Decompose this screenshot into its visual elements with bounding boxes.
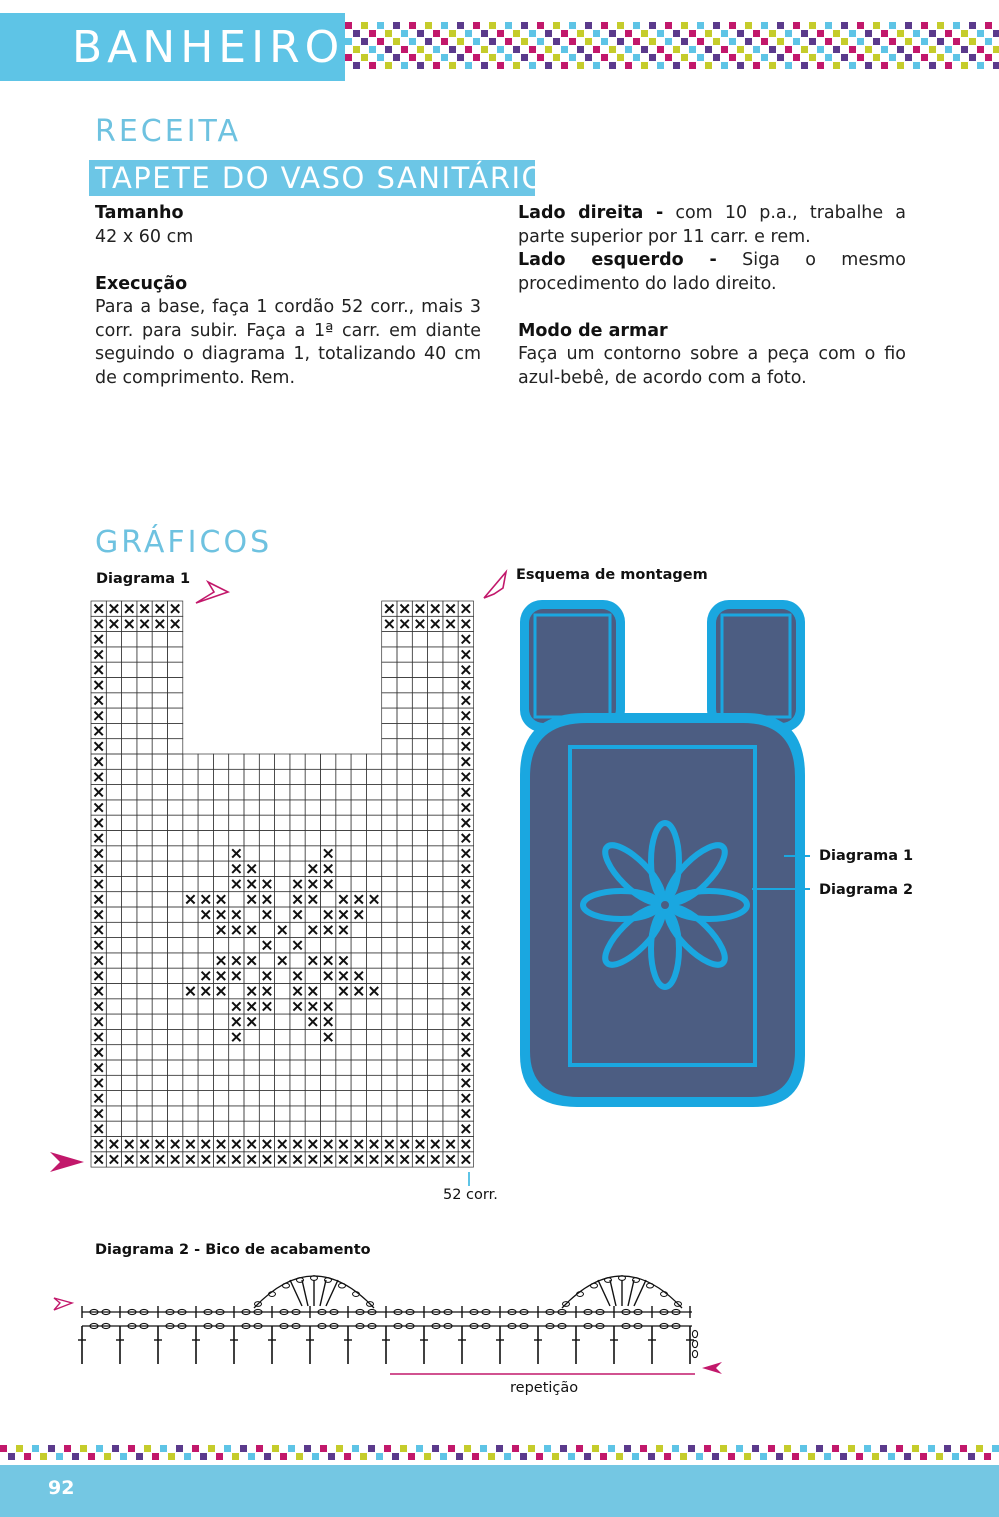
checker-square xyxy=(560,1445,567,1452)
checker-square xyxy=(224,1445,231,1452)
checker-square xyxy=(392,1453,399,1460)
diagram2-repeat-label: repetição xyxy=(510,1380,579,1396)
checker-square xyxy=(8,1453,15,1460)
checker-square xyxy=(120,1453,127,1460)
checker-square xyxy=(672,1445,679,1452)
checker-square xyxy=(800,1445,807,1452)
size-heading: Tamanho xyxy=(95,203,184,223)
checker-square xyxy=(576,1445,583,1452)
checker-square xyxy=(72,1453,79,1460)
section-heading-graficos: GRÁFICOS xyxy=(95,525,273,560)
callout-diagram2: Diagrama 2 xyxy=(819,882,914,898)
checker-square xyxy=(232,1453,239,1460)
checker-square xyxy=(256,1445,263,1452)
checker-square xyxy=(80,1445,87,1452)
checker-square xyxy=(872,1453,879,1460)
checker-square xyxy=(664,1453,671,1460)
checker-square xyxy=(144,1445,151,1452)
checker-square xyxy=(976,1445,983,1452)
checker-square xyxy=(384,1445,391,1452)
checker-square xyxy=(616,1453,623,1460)
checker-square xyxy=(888,1453,895,1460)
chain-stitch-icon xyxy=(692,1340,697,1347)
fan-stitch xyxy=(290,1280,302,1306)
checker-square xyxy=(952,1453,959,1460)
checker-square xyxy=(880,1445,887,1452)
checker-square xyxy=(824,1453,831,1460)
checker-square xyxy=(520,1453,527,1460)
checker-square xyxy=(688,1445,695,1452)
fan-stitch xyxy=(628,1280,634,1306)
assembly-scheme-label: Esquema de montagem xyxy=(516,567,708,583)
checker-square xyxy=(720,1445,727,1452)
checker-square xyxy=(312,1453,319,1460)
checker-square xyxy=(376,1453,383,1460)
checker-square xyxy=(808,1453,815,1460)
checker-square xyxy=(240,1445,247,1452)
checker-square xyxy=(792,1453,799,1460)
checker-square xyxy=(840,1453,847,1460)
checker-square xyxy=(344,1453,351,1460)
checker-square xyxy=(640,1445,647,1452)
left-side-heading: Lado esquerdo - xyxy=(518,250,717,270)
chain-stitch-icon xyxy=(692,1330,697,1337)
checker-square xyxy=(184,1453,191,1460)
checker-square xyxy=(936,1453,943,1460)
checker-square xyxy=(112,1445,119,1452)
size-value: 42 x 60 cm xyxy=(95,226,194,247)
checker-square xyxy=(768,1445,775,1452)
checker-square xyxy=(424,1453,431,1460)
end-arrow-icon xyxy=(702,1362,722,1374)
chain-stitch-icon xyxy=(283,1283,290,1288)
checker-square xyxy=(96,1445,103,1452)
checker-square xyxy=(464,1445,471,1452)
checker-square xyxy=(728,1453,735,1460)
checker-square xyxy=(760,1453,767,1460)
checker-square xyxy=(944,1445,951,1452)
assembly-heading: Modo de armar xyxy=(518,320,668,341)
chain-stitch-icon xyxy=(692,1350,697,1357)
checker-square xyxy=(472,1453,479,1460)
checker-square xyxy=(32,1445,39,1452)
fan-stitch xyxy=(634,1280,646,1306)
checker-square xyxy=(64,1445,71,1452)
decorative-checker-strip-bottom xyxy=(0,1443,999,1465)
checker-square xyxy=(904,1453,911,1460)
checker-square xyxy=(192,1445,199,1452)
diagram2-label: Diagrama 2 - Bico de acabamento xyxy=(95,1242,371,1258)
checker-square xyxy=(432,1445,439,1452)
checker-square xyxy=(512,1445,519,1452)
checker-square xyxy=(528,1445,535,1452)
checker-square xyxy=(864,1445,871,1452)
checker-square xyxy=(176,1445,183,1452)
callout-diagram1: Diagrama 1 xyxy=(819,848,914,864)
checker-square xyxy=(736,1445,743,1452)
checker-square xyxy=(136,1453,143,1460)
checker-square xyxy=(416,1445,423,1452)
assembly-text: Faça um contorno sobre a peça com o fio azul-bebê, de acordo com a foto. xyxy=(518,344,906,388)
right-side-text: com 10 p.a., trabalhe a parte superior por 11 carr. e rem. xyxy=(518,203,906,247)
fan-stitch xyxy=(320,1280,326,1306)
checker-square xyxy=(832,1445,839,1452)
checker-square xyxy=(712,1453,719,1460)
checker-square xyxy=(24,1453,31,1460)
checker-square xyxy=(928,1445,935,1452)
checker-square xyxy=(368,1445,375,1452)
checker-square xyxy=(776,1453,783,1460)
checker-square xyxy=(216,1453,223,1460)
chain-stitch-icon xyxy=(647,1283,654,1288)
fan-stitch xyxy=(326,1280,338,1306)
checker-square xyxy=(48,1445,55,1452)
checker-square xyxy=(360,1453,367,1460)
checker-square xyxy=(632,1453,639,1460)
checker-square xyxy=(744,1453,751,1460)
checker-square xyxy=(104,1453,111,1460)
checker-square xyxy=(160,1445,167,1452)
chain-stitch-icon xyxy=(591,1283,598,1288)
checker-square xyxy=(296,1453,303,1460)
checker-square xyxy=(912,1445,919,1452)
checker-square xyxy=(552,1453,559,1460)
checker-square xyxy=(608,1445,615,1452)
left-side-text: Siga o mesmo procedimento do lado direito. xyxy=(518,250,906,294)
execution-heading: Execução xyxy=(95,273,188,294)
checker-square xyxy=(208,1445,215,1452)
checker-square xyxy=(992,1445,999,1452)
recipe-title: TAPETE DO VASO SANITÁRIO xyxy=(95,161,546,195)
checker-square xyxy=(568,1453,575,1460)
checker-square xyxy=(704,1445,711,1452)
checker-square xyxy=(600,1453,607,1460)
checker-square xyxy=(248,1453,255,1460)
checker-square xyxy=(440,1453,447,1460)
checker-square xyxy=(496,1445,503,1452)
checker-square xyxy=(280,1453,287,1460)
checker-square xyxy=(168,1453,175,1460)
checker-square xyxy=(40,1453,47,1460)
checker-square xyxy=(680,1453,687,1460)
checker-square xyxy=(328,1453,335,1460)
checker-square xyxy=(320,1445,327,1452)
checker-square xyxy=(920,1453,927,1460)
checker-square xyxy=(352,1445,359,1452)
checker-square xyxy=(536,1453,543,1460)
checker-square xyxy=(656,1445,663,1452)
checker-square xyxy=(592,1445,599,1452)
page-number: 92 xyxy=(48,1477,75,1499)
checker-square xyxy=(16,1445,23,1452)
checker-square xyxy=(88,1453,95,1460)
checker-square xyxy=(968,1453,975,1460)
checker-square xyxy=(848,1445,855,1452)
checker-square xyxy=(816,1445,823,1452)
checker-square xyxy=(56,1453,63,1460)
diagram2-edging-chart xyxy=(50,1268,730,1383)
checker-square xyxy=(488,1453,495,1460)
checker-square xyxy=(304,1445,311,1452)
checker-square xyxy=(480,1445,487,1452)
section-heading-receita: RECEITA xyxy=(95,114,242,149)
checker-square xyxy=(288,1445,295,1452)
checker-square xyxy=(272,1445,279,1452)
checker-square xyxy=(128,1445,135,1452)
checker-square xyxy=(400,1445,407,1452)
checker-square xyxy=(456,1453,463,1460)
checker-square xyxy=(984,1453,991,1460)
checker-square xyxy=(200,1453,207,1460)
chain-stitch-icon xyxy=(339,1283,346,1288)
checker-square xyxy=(0,1445,7,1452)
diagram1-chain-label: 52 corr. xyxy=(443,1187,498,1203)
checker-square xyxy=(336,1445,343,1452)
checker-square xyxy=(544,1445,551,1452)
checker-square xyxy=(584,1453,591,1460)
fan-stitch xyxy=(610,1280,616,1306)
right-side-heading: Lado direita - xyxy=(518,203,664,223)
fan-stitch xyxy=(598,1280,610,1306)
checker-square xyxy=(448,1445,455,1452)
execution-text: Para a base, faça 1 cordão 52 corr., mais 3 corr. para subir. Faça a 1ª carr. em diante seguindo o diagrama 1, totalizando 40 cm de comprimento. Rem. xyxy=(95,297,481,388)
checker-square xyxy=(752,1445,759,1452)
checker-square xyxy=(896,1445,903,1452)
checker-square xyxy=(408,1453,415,1460)
page-title: BANHEIRO xyxy=(72,22,345,73)
start-arrow-icon xyxy=(54,1298,72,1310)
checker-square xyxy=(152,1453,159,1460)
checker-square xyxy=(784,1445,791,1452)
checker-square xyxy=(624,1445,631,1452)
checker-square xyxy=(960,1445,967,1452)
diagram1-label: Diagrama 1 xyxy=(96,571,191,587)
checker-square xyxy=(856,1453,863,1460)
fan-stitch xyxy=(302,1280,308,1306)
checker-square xyxy=(264,1453,271,1460)
checker-square xyxy=(504,1453,511,1460)
checker-square xyxy=(696,1453,703,1460)
checker-square xyxy=(648,1453,655,1460)
footer-band xyxy=(0,1465,999,1517)
